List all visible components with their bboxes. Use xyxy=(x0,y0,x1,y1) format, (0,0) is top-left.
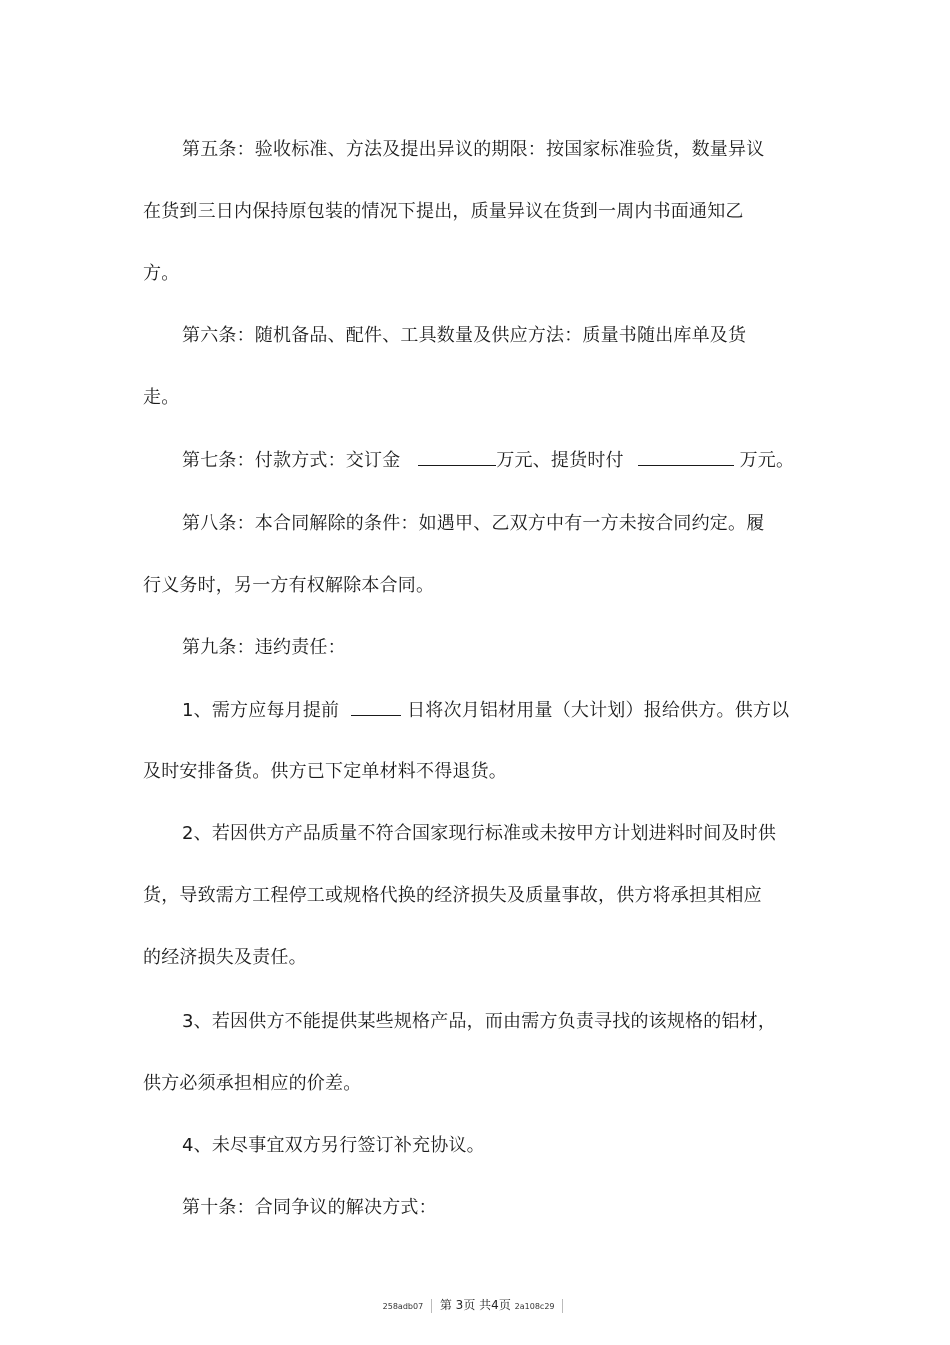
article-7-text-2: 万元、提货时付 xyxy=(496,450,624,471)
clause-2-line-1: 2、若因供方产品质量不符合国家现行标准或未按甲方计划进料时间及时供 xyxy=(182,823,777,844)
article-5-line-3: 方。 xyxy=(143,263,180,284)
footer-page-prefix: 第 xyxy=(439,1298,452,1312)
clause-3-line-2: 供方必须承担相应的价差。 xyxy=(143,1073,362,1094)
article-6-line-2: 走。 xyxy=(143,387,180,408)
page-footer xyxy=(0,1297,950,1315)
deposit-blank xyxy=(418,448,496,466)
footer-left-code: 258adb07 xyxy=(382,1302,424,1311)
footer-divider-right xyxy=(562,1299,563,1313)
article-10-heading: 第十条：合同争议的解决方式： xyxy=(182,1197,437,1218)
clause-1-line-1 xyxy=(182,698,789,723)
footer-total-pages: 4 xyxy=(491,1298,499,1312)
footer-total-suffix: 页 xyxy=(498,1298,511,1312)
footer-right-code: 2a108c29 xyxy=(514,1302,555,1311)
footer-total-prefix: 共 xyxy=(479,1298,492,1312)
article-8-line-2: 行义务时，另一方有权解除本合同。 xyxy=(143,575,435,596)
footer-page-number: 3 xyxy=(455,1298,464,1312)
pickup-payment-blank xyxy=(638,448,734,466)
article-7-line xyxy=(182,448,794,473)
days-blank xyxy=(351,698,401,716)
clause-1-text-2: 日将次月铝材用量（大计划）报给供方。供方以 xyxy=(407,700,790,721)
clause-1-text-1: 1、需方应每月提前 xyxy=(182,700,340,721)
article-8-line-1: 第八条：本合同解除的条件：如遇甲、乙双方中有一方未按合同约定。履 xyxy=(182,513,765,534)
article-7-text-1: 第七条：付款方式：交订金 xyxy=(182,450,401,471)
article-6-line-1: 第六条：随机备品、配件、工具数量及供应方法：质量书随出库单及货 xyxy=(182,325,747,346)
article-7-text-3: 万元。 xyxy=(739,450,795,471)
clause-1-line-2: 及时安排备货。供方已下定单材料不得退货。 xyxy=(143,761,507,782)
clause-3-line-1: 3、若因供方不能提供某些规格产品，而由需方负责寻找的该规格的铝材， xyxy=(182,1011,777,1032)
clause-2-line-3: 的经济损失及责任。 xyxy=(143,947,307,968)
footer-page-suffix: 页 xyxy=(463,1298,476,1312)
article-9-heading: 第九条：违约责任： xyxy=(182,637,346,658)
clause-2-line-2: 货，导致需方工程停工或规格代换的经济损失及质量事故，供方将承担其相应 xyxy=(143,885,762,906)
article-5-line-1: 第五条：验收标准、方法及提出异议的期限：按国家标准验货，数量异议 xyxy=(182,139,765,160)
clause-4-line: 4、未尽事宜双方另行签订补充协议。 xyxy=(182,1135,485,1156)
footer-divider-left xyxy=(431,1299,432,1313)
article-5-line-2: 在货到三日内保持原包装的情况下提出，质量异议在货到一周内书面通知乙 xyxy=(143,201,744,222)
